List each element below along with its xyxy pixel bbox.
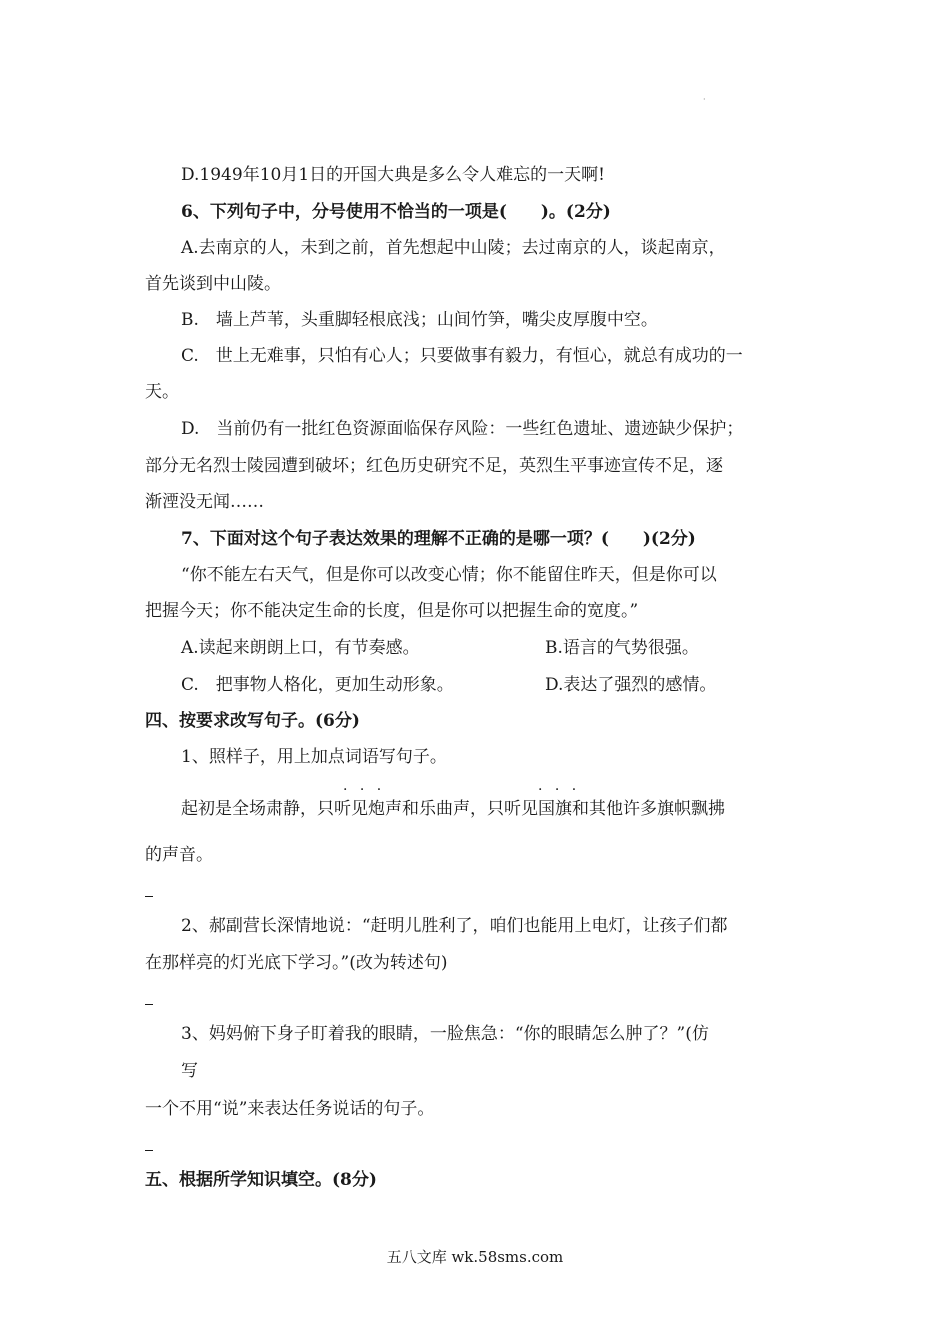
q6-option-d-line1: D. 当前仍有一批红色资源面临保存风险：一些红色遗址、遗迹缺少保护； [181, 419, 744, 439]
footer-watermark: 五八文库 wk.58sms.com [386, 1248, 564, 1266]
section-4-q2-line1: 2、郝副营长深情地说：“赶明儿胜利了，咱们也能用上电灯，让孩子们都 [181, 916, 728, 936]
q6-option-c-line2: 天。 [145, 382, 179, 402]
answer-blank-1 [145, 896, 153, 897]
section-4-q1-example-line2: 的声音。 [145, 845, 213, 865]
q7-quote-line1: “你不能左右天气，但是你可以改变心情；你不能留住昨天，但是你可以 [181, 565, 717, 585]
q6-option-c-line1: C. 世上无难事，只怕有心人；只要做事有毅力，有恒心，就总有成功的一 [181, 346, 743, 366]
q6-option-d-line2: 部分无名烈士陵园遭到破坏；红色历史研究不足，英烈生平事迹宣传不足，逐 [145, 456, 723, 476]
section-4-title: 四、按要求改写句子。(6分) [145, 711, 360, 731]
section-4-q3-line1: 3、妈妈俯下身子盯着我的眼睛，一脸焦急：“你的眼睛怎么肿了？”(仿 [181, 1024, 709, 1044]
section-4-q3-line2: 写 [181, 1061, 198, 1081]
q6-option-d-line3: 渐湮没无闻…… [145, 492, 264, 512]
q6-option-b: B. 墙上芦苇，头重脚轻根底浅；山间竹笋，嘴尖皮厚腹中空。 [181, 310, 658, 330]
q7-option-d: D.表达了强烈的感情。 [545, 675, 717, 695]
q7-option-b: B.语言的气势很强。 [545, 638, 699, 658]
answer-blank-2 [145, 1004, 153, 1005]
q7-quote-line2: 把握今天；你不能决定生命的长度，但是你可以把握生命的宽度。” [145, 601, 639, 621]
emphasis-dots-2: · · · [538, 782, 581, 798]
section-4-q3-line3: 一个不用“说”来表达任务说话的句子。 [145, 1099, 435, 1119]
q6-title: 6、下列句子中，分号使用不恰当的一项是( )。(2分) [181, 202, 611, 222]
section-5-title: 五、根据所学知识填空。(8分) [145, 1170, 377, 1190]
q5-option-d: D.1949年10月1日的开国大典是多么令人难忘的一天啊! [181, 165, 605, 185]
q7-title: 7、下面对这个句子表达效果的理解不正确的是哪一项？( )(2分) [181, 529, 696, 549]
corner-mark: · [703, 95, 706, 104]
q6-option-a-line1: A.去南京的人，未到之前，首先想起中山陵；去过南京的人，谈起南京， [181, 238, 726, 258]
section-4-q1: 1、照样子，用上加点词语写句子。 [181, 747, 447, 767]
q7-option-c: C. 把事物人格化，更加生动形象。 [181, 675, 454, 695]
section-4-q2-line2: 在那样亮的灯光底下学习。”(改为转述句) [145, 953, 448, 973]
q6-option-a-line2: 首先谈到中山陵。 [145, 274, 281, 294]
answer-blank-3 [145, 1150, 153, 1151]
emphasis-dots-1: · · · [343, 782, 386, 798]
section-4-q1-example-line1: 起初是全场肃静，只听见炮声和乐曲声，只听见国旗和其他许多旗帜飘拂 [181, 799, 725, 819]
q7-option-a: A.读起来朗朗上口，有节奏感。 [181, 638, 420, 658]
